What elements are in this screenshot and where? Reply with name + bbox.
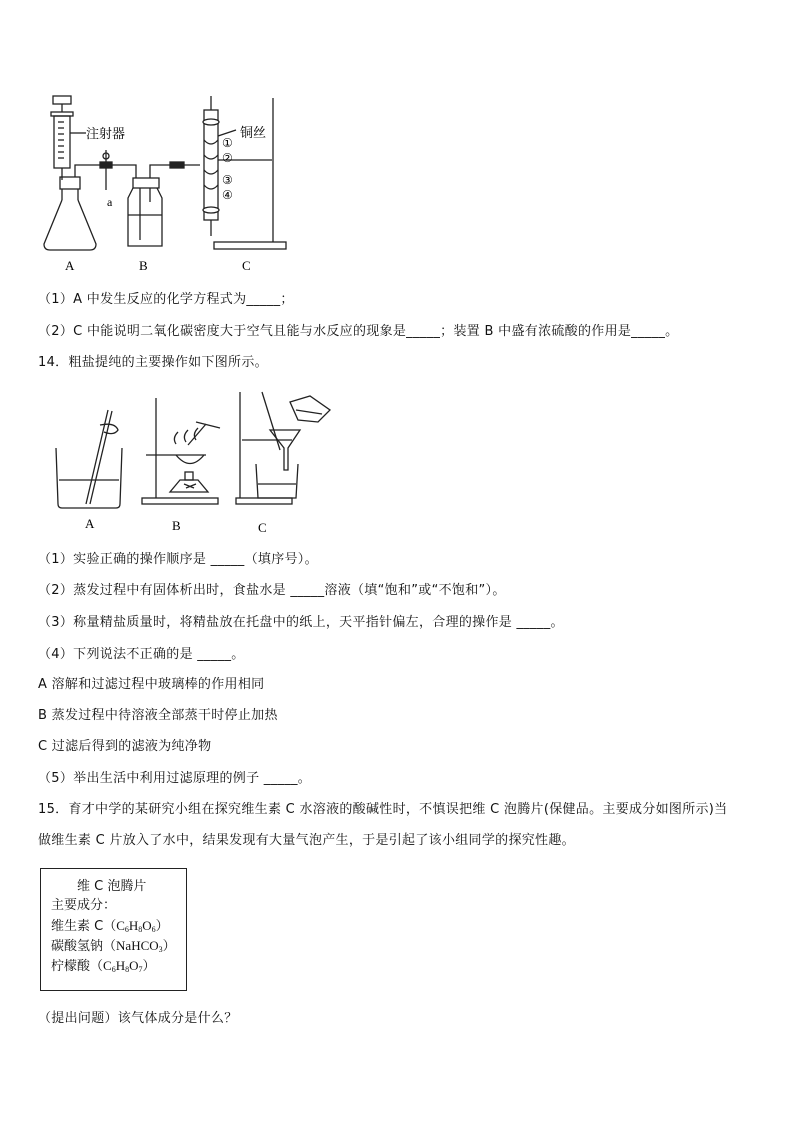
item3-close: ） bbox=[142, 959, 156, 974]
figure-salt-purification bbox=[0, 380, 794, 540]
q14-option-b: B 蒸发过程中待溶液全部蒸干时停止加热 bbox=[38, 708, 278, 723]
q14-part3: （3）称量精盐质量时，将精盐放在托盘中的纸上，天平指针偏左，合理的操作是 _____。 bbox=[38, 615, 564, 630]
item2-close: ） bbox=[162, 939, 176, 954]
q14-part4: （4）下列说法不正确的是 _____。 bbox=[38, 647, 245, 662]
fig14-label-b: B bbox=[172, 518, 181, 533]
q13-part2: （2）C 中能说明二氧化碳密度大于空气且能与水反应的现象是_____；装置 B 中盛有浓硫酸的作用是_____。 bbox=[38, 324, 679, 339]
circle-4: ④ bbox=[222, 188, 233, 202]
item2-formula: NaHCO$_3$ bbox=[116, 938, 163, 954]
item3-name: 柠檬酸（ bbox=[51, 959, 104, 974]
item1-formula: $C_6H_8O_6$ bbox=[116, 918, 156, 934]
box-item-citric-acid bbox=[51, 957, 155, 979]
item3-formula: $C_6H_8O_7$ bbox=[103, 958, 143, 974]
q15-question: （提出问题）该气体成分是什么？ bbox=[38, 1011, 238, 1026]
circle-3: ③ bbox=[222, 173, 233, 187]
q14-part5: （5）举出生活中利用过滤原理的例子 _____。 bbox=[38, 771, 312, 786]
fig13-label-c: C bbox=[242, 258, 251, 273]
box-item-vitamin-c bbox=[51, 917, 169, 939]
fig13-label-a: A bbox=[65, 258, 75, 273]
item1-name: 维生素 C（ bbox=[51, 919, 117, 934]
circle-1: ① bbox=[222, 136, 233, 150]
copper-wire-label: 铜丝 bbox=[240, 126, 267, 141]
fig14-label-c: C bbox=[258, 520, 267, 535]
figure-co2-apparatus bbox=[0, 0, 794, 280]
fig13-label-b: B bbox=[139, 258, 148, 273]
clip-a-label: a bbox=[107, 195, 113, 209]
circle-2: ② bbox=[222, 151, 233, 165]
syringe-label: 注射器 bbox=[86, 127, 126, 142]
item2-name: 碳酸氢钠（ bbox=[51, 939, 117, 954]
q14-option-a: A 溶解和过滤过程中玻璃棒的作用相同 bbox=[38, 677, 265, 692]
item1-close: ） bbox=[155, 919, 169, 934]
fig14-label-a: A bbox=[85, 516, 95, 531]
box-title: 维 C 泡腾片 bbox=[77, 879, 147, 894]
q14-option-c: C 过滤后得到的滤液为纯净物 bbox=[38, 739, 212, 754]
q14-part2: （2）蒸发过程中有固体析出时，食盐水是 _____溶液（填“饱和”或“不饱和”）。 bbox=[38, 583, 506, 598]
q13-part1: （1）A 中发生反应的化学方程式为_____； bbox=[38, 292, 294, 307]
vitamin-c-ingredient-box bbox=[40, 868, 187, 991]
box-subtitle: 主要成分： bbox=[51, 898, 117, 913]
box-item-sodium-bicarbonate bbox=[51, 937, 176, 959]
q14-part1: （1）实验正确的操作顺序是 _____（填序号）。 bbox=[38, 552, 318, 567]
q14-title: 14．粗盐提纯的主要操作如下图所示。 bbox=[38, 355, 268, 370]
q15-line1: 15．育才中学的某研究小组在探究维生素 C 水溶液的酸碱性时，不慎误把维 C 泡腾片(保健品。主要成分如图所示)当 bbox=[38, 802, 728, 817]
q15-line2: 做维生素 C 片放入了水中，结果发现有大量气泡产生，于是引起了该小组同学的探究性趣。 bbox=[38, 833, 575, 848]
